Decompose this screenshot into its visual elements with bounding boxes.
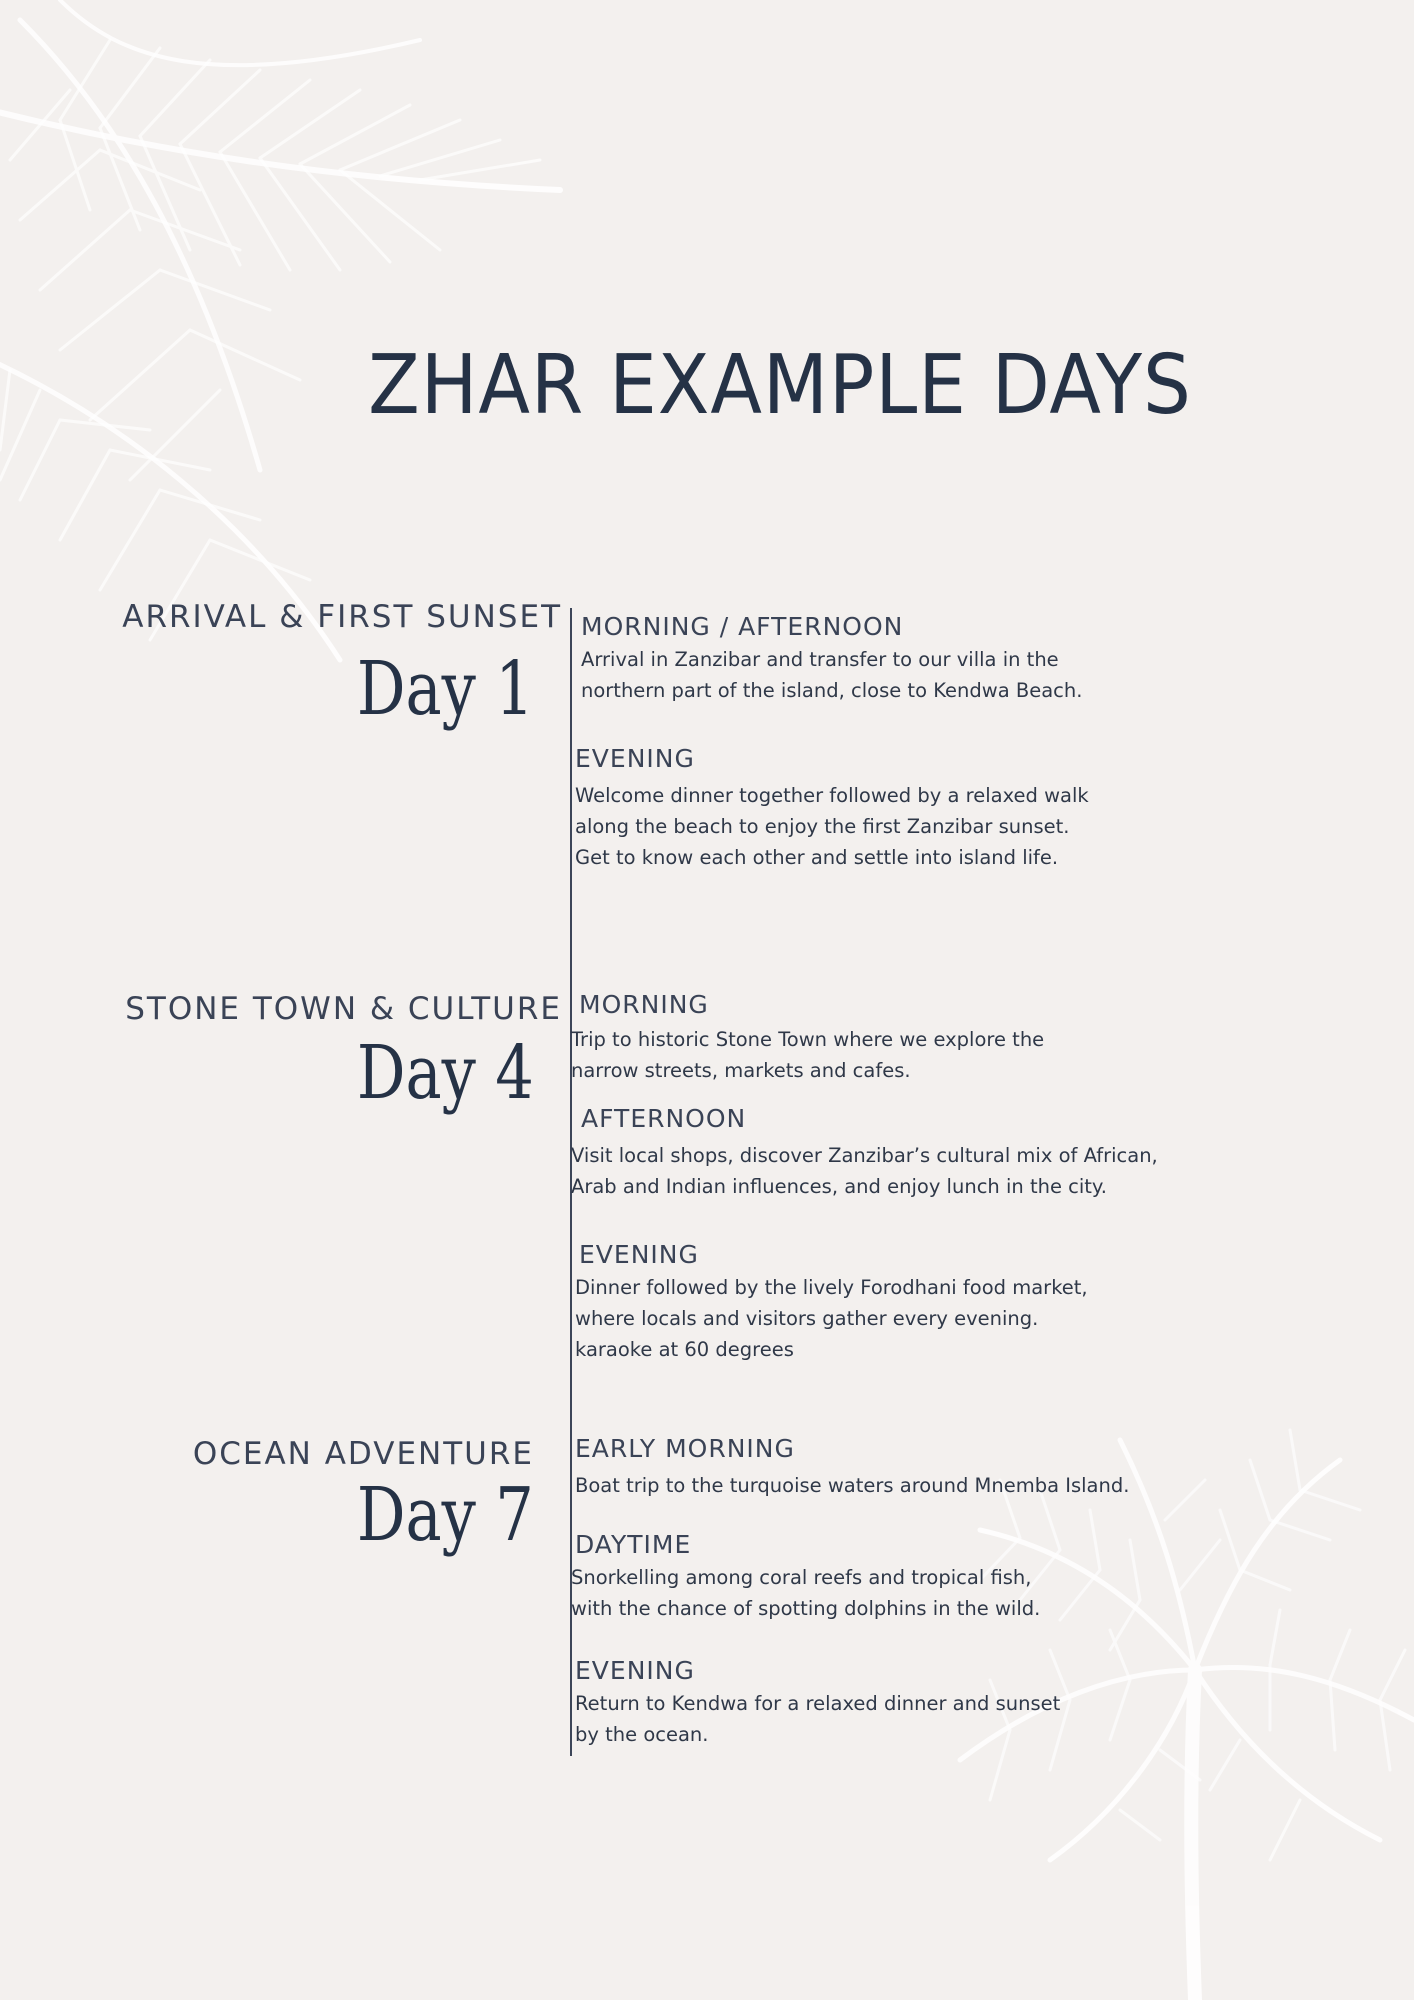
- day-4-slot-3-text: [575, 1272, 1175, 1365]
- text-line: narrow streets, markets and cafes.: [571, 1059, 911, 1082]
- text-line: Dinner followed by the lively Forodhani food market,: [575, 1276, 1088, 1299]
- day-4-slot-2-label: AFTERNOON: [581, 1104, 747, 1133]
- day-4-subtitle: STONE TOWN & CULTURE: [125, 991, 562, 1027]
- text-line: Snorkelling among coral reefs and tropical fish,: [571, 1566, 1032, 1589]
- day-4-label: Day 4: [356, 1030, 534, 1116]
- text-line: Arrival in Zanzibar and transfer to our villa in the: [581, 648, 1059, 671]
- text-line: karaoke at 60 degrees: [575, 1338, 794, 1361]
- day-1-slot-1-label: MORNING / AFTERNOON: [581, 612, 904, 641]
- day-1-subtitle: ARRIVAL & FIRST SUNSET: [122, 599, 562, 635]
- text-line: where locals and visitors gather every evening.: [575, 1307, 1039, 1330]
- text-line: Welcome dinner together followed by a relaxed walk: [575, 784, 1089, 807]
- text-line: along the beach to enjoy the first Zanzibar sunset.: [575, 815, 1070, 838]
- day-1-slot-1-text: [581, 644, 1181, 706]
- day-4-slot-1-text: [571, 1024, 1171, 1086]
- day-1-label: Day 1: [356, 646, 534, 732]
- day-7-slot-2-label: DAYTIME: [575, 1530, 692, 1559]
- day-7-subtitle: OCEAN ADVENTURE: [192, 1436, 534, 1472]
- text-line: with the chance of spotting dolphins in the wild.: [571, 1597, 1041, 1620]
- day-7-slot-1-text: [575, 1470, 1175, 1501]
- day-4-slot-1-label: MORNING: [579, 990, 709, 1019]
- day-4-slot-2-text: [571, 1140, 1171, 1202]
- page-title: ZHAR EXAMPLE DAYS: [368, 338, 1192, 433]
- day-7-slot-1-label: EARLY MORNING: [575, 1434, 795, 1463]
- text-line: Trip to historic Stone Town where we explore the: [571, 1028, 1045, 1051]
- day-7-slot-2-text: [571, 1562, 1171, 1624]
- text-line: Arab and Indian influences, and enjoy lunch in the city.: [571, 1175, 1107, 1198]
- text-line: Boat trip to the turquoise waters around Mnemba Island.: [575, 1474, 1130, 1497]
- day-4-slot-3-label: EVENING: [579, 1240, 699, 1269]
- text-line: northern part of the island, close to Kendwa Beach.: [581, 679, 1083, 702]
- day-1-slot-2-text: [575, 780, 1175, 873]
- text-line: Return to Kendwa for a relaxed dinner and sunset: [575, 1692, 1061, 1715]
- day-7-slot-3-text: [575, 1688, 1175, 1750]
- text-line: by the ocean.: [575, 1723, 709, 1746]
- day-7-label: Day 7: [356, 1472, 534, 1558]
- day-1-slot-2-label: EVENING: [575, 744, 695, 773]
- day-7-slot-3-label: EVENING: [575, 1656, 695, 1685]
- text-line: Get to know each other and settle into island life.: [575, 846, 1059, 869]
- text-line: Visit local shops, discover Zanzibar’s cultural mix of African,: [571, 1144, 1158, 1167]
